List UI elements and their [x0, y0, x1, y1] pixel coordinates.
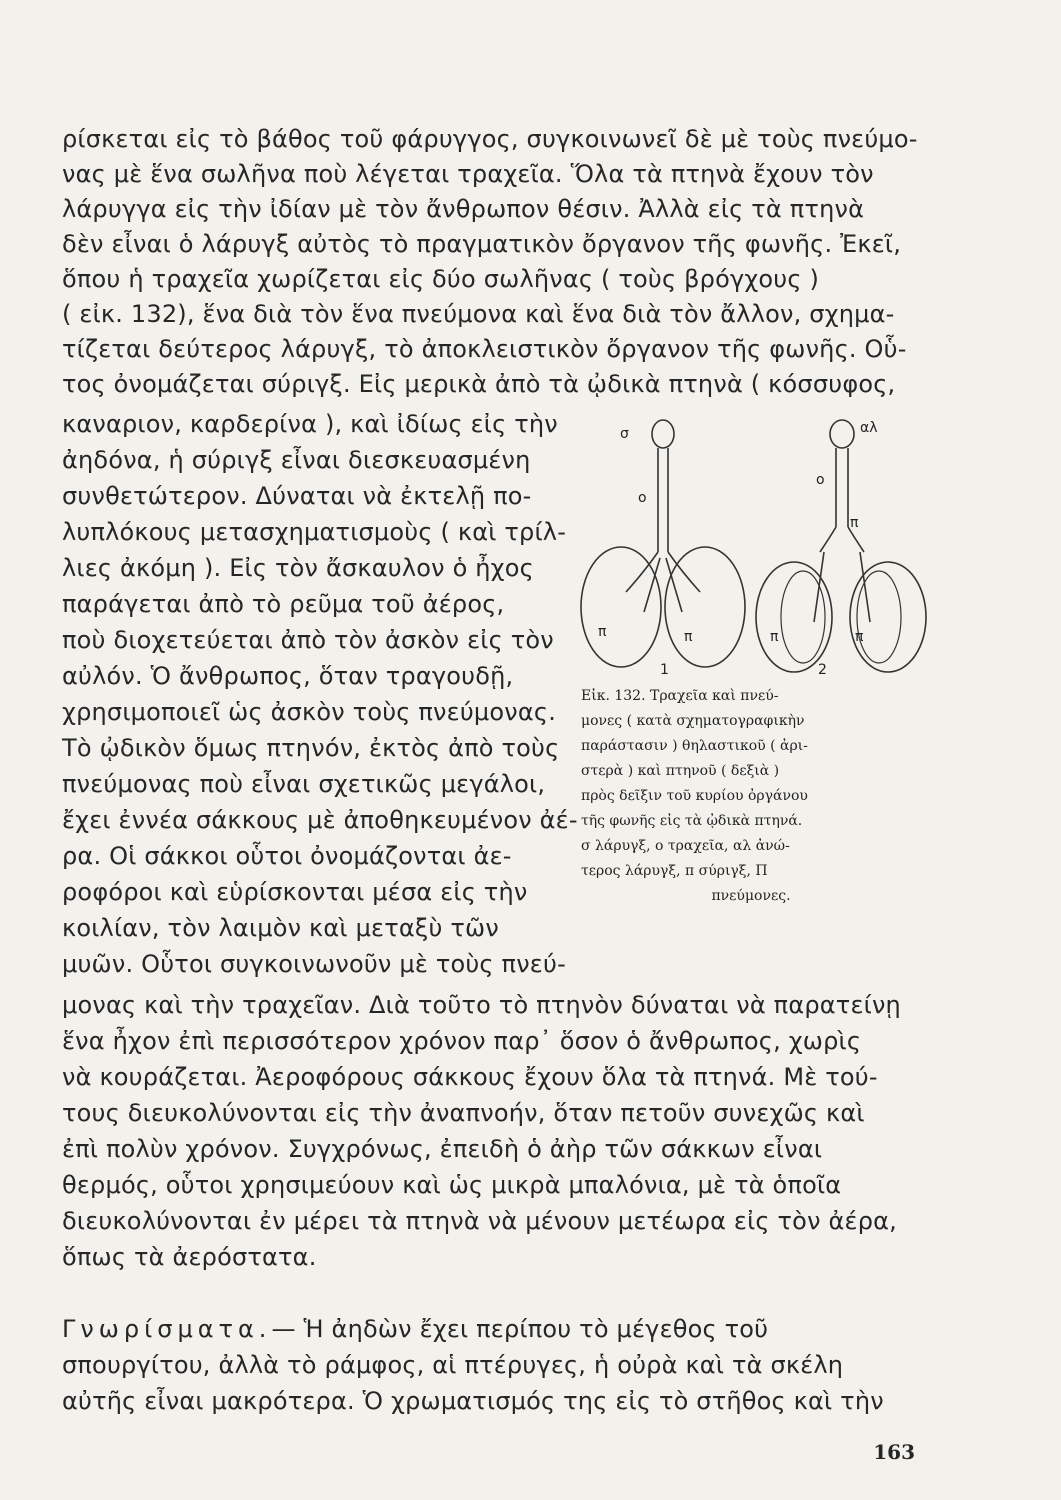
- text-line: ποὺ διοχετεύεται ἀπὸ τὸν ἀσκὸν εἰς τὸν: [62, 626, 554, 654]
- text-line: τος ὀνομάζεται σύριγξ. Εἰς μερικὰ ἀπὸ τὰ ᾠδικὰ πτηνὰ ( κόσσυφος,: [62, 370, 896, 398]
- text-line: παράγεται ἀπὸ τὸ ρεῦμα τοῦ ἀέρος,: [62, 590, 505, 618]
- text-line: ἕνα ἦχον ἐπὶ περισσότερον χρόνον παρ᾽ ὅσον ὁ ἄνθρωπος, χωρὶς: [62, 1027, 862, 1055]
- page-number: 163: [873, 1440, 915, 1464]
- text-line: λιες ἀκόμη ). Εἰς τὸν ἄσκαυλον ὁ ἦχος: [62, 554, 534, 582]
- label-alpha-lambda: αλ: [860, 420, 878, 436]
- text-line: ὅπως τὰ ἀερόστατα.: [62, 1243, 317, 1271]
- caption-line: σ λάρυγξ, ο τραχεῖα, αλ ἀνώ-: [581, 838, 790, 854]
- bronchi: [814, 552, 870, 622]
- trachea-tube: [658, 448, 668, 552]
- caption-line: πρὸς δεῖξιν τοῦ κυρίου ὀργάνου: [581, 788, 808, 804]
- text-line: πνεύμονας ποὺ εἶναι σχετικῶς μεγάλοι,: [62, 770, 546, 798]
- label-lung: π: [598, 624, 607, 640]
- caption-line: Εἰκ. 132. Τραχεῖα καὶ πνεύ-: [581, 688, 779, 704]
- text-line: μονας καὶ τὴν τραχεῖαν. Διὰ τοῦτο τὸ πτηνὸν δύναται νὰ παρατείνῃ: [62, 991, 901, 1019]
- text-line: ἀηδόνα, ἡ σύριγξ εἶναι διεσκευασμένη: [62, 446, 531, 474]
- text-line: νας μὲ ἕνα σωλῆνα ποὺ λέγεται τραχεῖα. Ὅλα τὰ πτηνὰ ἔχουν τὸν: [62, 160, 874, 188]
- left-lung: [581, 547, 661, 667]
- label-lung: π: [770, 629, 779, 645]
- label-sigma: σ: [620, 426, 629, 442]
- upper-larynx-shape: [830, 420, 854, 448]
- text-line: τους διευκολύνονται εἰς τὴν ἀναπνοήν, ὅταν πετοῦν συνεχῶς καὶ: [62, 1099, 865, 1127]
- text-line: σπουργίτου, ἀλλὰ τὸ ράμφος, αἱ πτέρυγες, ἡ οὐρὰ καὶ τὰ σκέλη: [62, 1351, 844, 1379]
- caption-line: πνεύμονες.: [711, 888, 791, 904]
- trachea-tube: [836, 448, 848, 527]
- text-line: καναριον, καρδερίνα ), καὶ ἰδίως εἰς τὴν: [62, 410, 558, 438]
- label-omicron: ο: [816, 472, 825, 488]
- right-lung: [665, 547, 745, 667]
- label-lung: π: [684, 629, 693, 645]
- text-line: διευκολύνονται ἐν μέρει τὰ πτηνὰ νὰ μένουν μετέωρα εἰς τὸν ἀέρα,: [62, 1207, 897, 1235]
- label-pi: π: [850, 515, 859, 531]
- caption-line: στερὰ ) καὶ πτηνοῦ ( δεξιὰ ): [581, 763, 780, 779]
- section-first-line: [62, 1312, 768, 1346]
- label-diagram-1: 1: [660, 662, 669, 678]
- left-lung: [756, 562, 832, 672]
- figure-trachea-lungs: [574, 412, 934, 697]
- caption-line: μονες ( κατὰ σχηματογραφικὴν: [581, 713, 805, 729]
- text-line: ἐπὶ πολὺν χρόνον. Συγχρόνως, ἐπειδὴ ὁ ἀὴρ τῶν σάκκων εἶναι: [62, 1135, 823, 1163]
- text-line: λυπλόκους μετασχηματισμοὺς ( καὶ τρίλ-: [62, 518, 567, 546]
- bronchi: [626, 552, 700, 612]
- label-diagram-2: 2: [818, 662, 827, 678]
- text-line: ροφόροι καὶ εὑρίσκονται μέσα εἰς τὴν: [62, 878, 528, 906]
- label-lung: π: [855, 629, 864, 645]
- section-heading: Γνωρίσματα.: [62, 1315, 272, 1343]
- caption-line: παράστασιν ) θηλαστικοῦ ( ἀρι-: [581, 738, 808, 754]
- text-line: συνθετώτερον. Δύναται νὰ ἐκτελῇ πο-: [62, 482, 532, 510]
- text-line: Τὸ ᾠδικὸν ὅμως πτηνόν, ἐκτὸς ἀπὸ τοὺς: [62, 734, 560, 762]
- label-omicron: ο: [638, 490, 647, 506]
- figure-caption: [581, 684, 921, 909]
- text-line: χρησιμοποιεῖ ὡς ἀσκὸν τοὺς πνεύμονας.: [62, 698, 557, 726]
- text-line: ( εἰκ. 132), ἕνα διὰ τὸν ἕνα πνεύμονα καὶ ἕνα διὰ τὸν ἄλλον, σχημα-: [62, 300, 895, 328]
- text-line: λάρυγγα εἰς τὴν ἰδίαν μὲ τὸν ἄνθρωπον θέσιν. Ἀλλὰ εἰς τὰ πτηνὰ: [62, 195, 865, 223]
- text-line: νὰ κουράζεται. Ἀεροφόρους σάκκους ἔχουν ὅλα τὰ πτηνά. Μὲ τού-: [62, 1063, 878, 1091]
- text-line: αὐτῆς εἶναι μακρότερα. Ὁ χρωματισμός της εἰς τὸ στῆθος καὶ τὴν: [62, 1387, 884, 1415]
- text-line: ἔχει ἐννέα σάκκους μὲ ἀποθηκευμένον ἀέ-: [62, 806, 578, 834]
- text-line: ρα. Οἱ σάκκοι οὗτοι ὀνομάζονται ἀε-: [62, 842, 512, 870]
- section-first-line-text: — Ἡ ἀηδὼν ἔχει περίπου τὸ μέγεθος τοῦ: [271, 1315, 769, 1343]
- caption-line: τερος λάρυγξ, π σύριγξ, Π: [581, 863, 768, 879]
- right-lung: [850, 562, 926, 672]
- text-line: αὐλόν. Ὁ ἄνθρωπος, ὅταν τραγουδῇ,: [62, 662, 514, 690]
- caption-line: τῆς φωνῆς εἰς τὰ ᾠδικὰ πτηνά.: [581, 813, 803, 829]
- text-line: τίζεται δεύτερος λάρυγξ, τὸ ἀποκλειστικὸν ὄργανον τῆς φωνῆς. Οὗ-: [62, 335, 907, 363]
- text-line: κοιλίαν, τὸν λαιμὸν καὶ μεταξὺ τῶν: [62, 914, 499, 942]
- trachea-lungs-diagram: [574, 412, 934, 697]
- text-line: μυῶν. Οὗτοι συγκοινωνοῦν μὲ τοὺς πνεύ-: [62, 950, 566, 978]
- text-line: δὲν εἶναι ὁ λάρυγξ αὐτὸς τὸ πραγματικὸν ὄργανον τῆς φωνῆς. Ἐκεῖ,: [62, 230, 902, 258]
- text-line: ὅπου ἡ τραχεῖα χωρίζεται εἰς δύο σωλῆνας ( τοὺς βρόγχους ): [62, 265, 820, 293]
- text-line: ρίσκεται εἰς τὸ βάθος τοῦ φάρυγγος, συγκοινωνεῖ δὲ μὲ τοὺς πνεύμο-: [62, 125, 918, 153]
- text-line: θερμός, οὗτοι χρησιμεύουν καὶ ὡς μικρὰ μπαλόνια, μὲ τὰ ὁποῖα: [62, 1171, 842, 1199]
- larynx-shape: [652, 420, 674, 448]
